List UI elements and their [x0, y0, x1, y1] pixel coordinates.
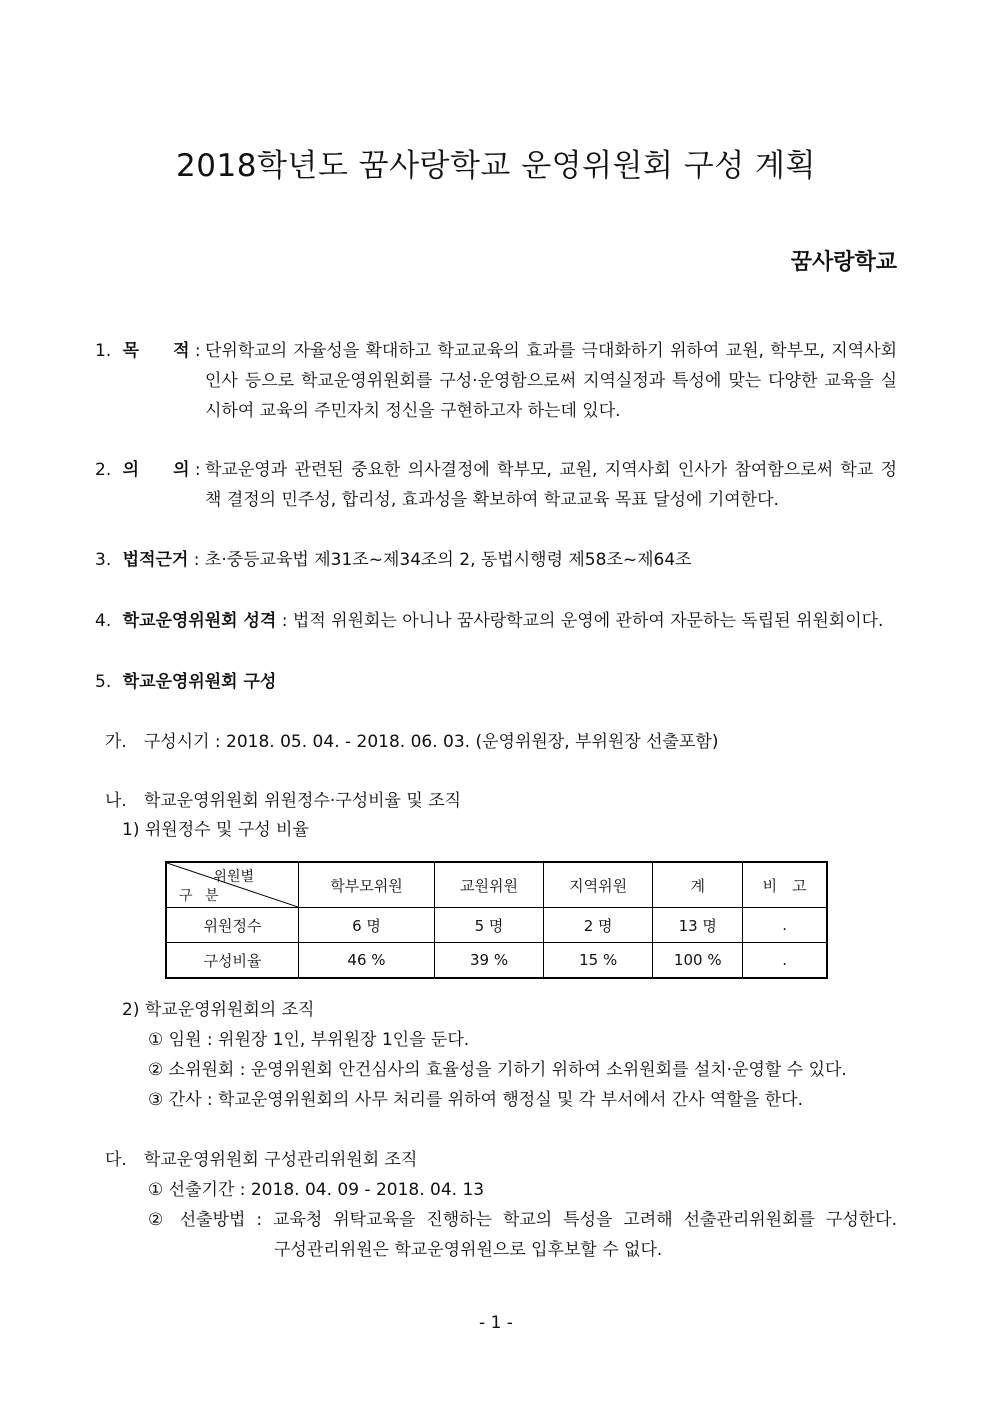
na-item-3: ③ 간사 : 학교운영위원회의 사무 처리를 위하여 행정실 및 각 부서에서 간사 역할을 한다.: [148, 1090, 803, 1110]
document-title: 2018학년도 꿈사랑학교 운영위원회 구성 계획: [176, 148, 816, 184]
header-parent: 학부모위원: [299, 862, 435, 908]
table-row: [166, 908, 827, 943]
section-1-heading: [95, 336, 201, 366]
header-teacher: 교원위원: [434, 862, 543, 908]
section-1-line-3: 시하여 교육의 주민자치 정신을 구현하고자 하는데 있다.: [205, 401, 621, 421]
page-number: - 1 -: [479, 1313, 513, 1333]
subsection-na-1: 1) 위원정수 및 구성 비율: [122, 820, 309, 840]
table-cell: .: [743, 908, 827, 943]
section-1-number: 1.: [95, 341, 112, 361]
corner-bottom-label: 구 분: [179, 888, 223, 904]
member-table: [165, 861, 828, 979]
section-4-label: 학교운영위원회 성격: [122, 611, 277, 631]
section-1-label: 목 적: [122, 341, 190, 361]
section-4-sep: :: [276, 611, 293, 631]
section-3-sep: :: [188, 550, 205, 570]
subsection-ga: 가. 구성시기 : 2018. 05. 04. - 2018. 06. 03. (운영위원장, 부위원장 선출포함): [105, 732, 719, 752]
table-corner-cell: [166, 862, 299, 908]
corner-top-label: 위원별: [213, 869, 254, 885]
section-5: [95, 667, 276, 697]
row-label: 위원정수: [166, 908, 299, 943]
table-cell: 46 %: [299, 943, 435, 979]
section-1-line-2: 인사 등으로 학교운영위원회를 구성·운영함으로써 지역실정과 특성에 맞는 다양한 교육을 실: [205, 371, 897, 391]
subsection-na-2: 2) 학교운영위원회의 조직: [122, 1000, 315, 1020]
da-item-1: ① 선출기간 : 2018. 04. 09 - 2018. 04. 13: [148, 1180, 485, 1200]
row-label: 구성비율: [166, 943, 299, 979]
header-total: 계: [653, 862, 743, 908]
table-cell: 15 %: [544, 943, 653, 979]
section-1-sep: :: [189, 341, 201, 361]
section-2-heading: [95, 455, 201, 485]
subsection-na: 나. 학교운영위원회 위원정수·구성비율 및 조직: [105, 791, 462, 811]
table-cell: .: [743, 943, 827, 979]
section-4-number: 4.: [95, 611, 112, 631]
section-2-line-1: 학교운영과 관련된 중요한 의사결정에 학부모, 교원, 지역사회 인사가 참여함으로써 학교 정: [205, 460, 897, 480]
section-2-label: 의 의: [122, 460, 190, 480]
section-3-text: 초·중등교육법 제31조~제34조의 2, 동법시행령 제58조~제64조: [204, 550, 692, 570]
table-cell: 39 %: [434, 943, 543, 979]
table-cell: 100 %: [653, 943, 743, 979]
school-name: 꿈사랑학교: [790, 250, 897, 275]
table-row: [166, 943, 827, 979]
da-item-2-line-1: ② 선출방법 : 교육청 위탁교육을 진행하는 학교의 특성을 고려해 선출관리위원회를 구성한다.: [148, 1210, 897, 1230]
table-cell: 6 명: [299, 908, 435, 943]
na-item-1: ① 임원 : 위원장 1인, 부위원장 1인을 둔다.: [148, 1030, 470, 1050]
da-item-2-line-2: 구성관리위원은 학교운영위원으로 입후보할 수 없다.: [274, 1240, 663, 1260]
section-3-number: 3.: [95, 550, 112, 570]
na-item-2: ② 소위원회 : 운영위원회 안건심사의 효율성을 기하기 위하여 소위원회를 설치·운영할 수 있다.: [148, 1060, 847, 1080]
section-2-sep: :: [189, 460, 201, 480]
section-3: [95, 545, 692, 575]
section-5-label: 학교운영위원회 구성: [122, 672, 277, 692]
header-note: 비 고: [743, 862, 827, 908]
section-2-number: 2.: [95, 460, 112, 480]
table-cell: 2 명: [544, 908, 653, 943]
section-1-line-1: 단위학교의 자율성을 확대하고 학교교육의 효과를 극대화하기 위하여 교원, 학부모, 지역사회: [205, 341, 897, 361]
section-2-line-2: 책 결정의 민주성, 합리성, 효과성을 확보하여 학교교육 목표 달성에 기여한다.: [205, 490, 779, 510]
section-5-number: 5.: [95, 672, 112, 692]
table-cell: 5 명: [434, 908, 543, 943]
section-4: [95, 606, 883, 636]
table-cell: 13 명: [653, 908, 743, 943]
subsection-da: 다. 학교운영위원회 구성관리위원회 조직: [105, 1150, 418, 1170]
table-header-row: [166, 862, 827, 908]
section-3-label: 법적근거: [122, 550, 189, 570]
section-4-text: 법적 위원회는 아니나 꿈사랑학교의 운영에 관하여 자문하는 독립된 위원회이다.: [292, 611, 884, 631]
header-community: 지역위원: [544, 862, 653, 908]
